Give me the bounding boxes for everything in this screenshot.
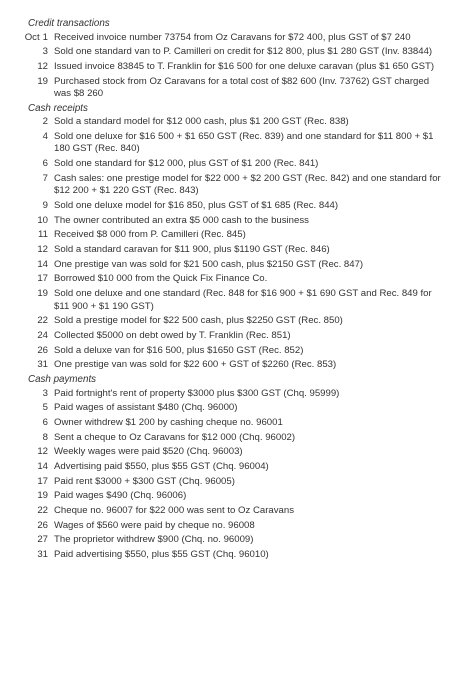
entry-date xyxy=(0,200,54,213)
transaction-entry xyxy=(0,131,453,156)
entry-text: Sold a standard caravan for $11 900, plus $1190 GST (Rec. 846) xyxy=(54,244,330,256)
transaction-entry xyxy=(0,32,453,45)
entry-date xyxy=(0,173,54,186)
entry-text: Paid advertising $550, plus $55 GST (Chq. 96010) xyxy=(54,549,269,561)
entry-text: Sold a standard model for $12 000 cash, plus $1 200 GST (Rec. 838) xyxy=(54,116,349,128)
entry-day: 17 xyxy=(37,475,48,487)
entry-text: Issued invoice 83845 to T. Franklin for $16 500 for one deluxe caravan (plus $1 650 GST) xyxy=(54,60,435,72)
entry-day: 10 xyxy=(37,214,48,226)
section-credit-transactions xyxy=(0,18,453,101)
entry-date xyxy=(0,432,54,445)
entry-date xyxy=(0,345,54,358)
entry-day: 22 xyxy=(37,505,48,517)
entry-date xyxy=(0,534,54,547)
entry-date xyxy=(0,359,54,372)
entry-date xyxy=(0,288,54,301)
entry-day: 12 xyxy=(37,446,48,458)
transaction-entry xyxy=(0,46,453,59)
entry-text: Received $8 000 from P. Camilleri (Rec. 845) xyxy=(54,229,246,241)
transaction-entry xyxy=(0,76,453,101)
entry-day: 5 xyxy=(42,402,48,414)
transaction-entry xyxy=(0,417,453,430)
entry-date xyxy=(0,476,54,489)
transaction-entry xyxy=(0,215,453,228)
transaction-entry xyxy=(0,520,453,533)
transaction-entry xyxy=(0,61,453,74)
entry-text: The proprietor withdrew $900 (Chq. no. 96009) xyxy=(54,534,254,546)
transaction-entry xyxy=(0,288,453,313)
entry-day: 6 xyxy=(42,416,48,428)
section-title: Cash payments xyxy=(28,374,97,386)
transaction-entry xyxy=(0,345,453,358)
entry-day: 26 xyxy=(37,344,48,356)
entry-day: 19 xyxy=(37,490,48,502)
transaction-entry xyxy=(0,259,453,272)
entry-date xyxy=(0,259,54,272)
entry-text: Owner withdrew $1 200 by cashing cheque no. 96001 xyxy=(54,416,283,428)
entry-date xyxy=(0,32,54,45)
entry-text: Sold one standard for $12 000, plus GST of $1 200 (Rec. 841) xyxy=(54,158,319,170)
transaction-entry xyxy=(0,490,453,503)
entry-day: 7 xyxy=(42,172,48,184)
entry-day: 17 xyxy=(37,273,48,285)
entry-text: Borrowed $10 000 from the Quick Fix Finance Co. xyxy=(54,273,268,285)
transaction-entry xyxy=(0,402,453,415)
transaction-entry xyxy=(0,359,453,372)
entry-date xyxy=(0,76,54,89)
transaction-entry xyxy=(0,549,453,562)
transaction-entry xyxy=(0,273,453,286)
entry-day: 22 xyxy=(37,315,48,327)
entry-text: Purchased stock from Oz Caravans for a total cost of $82 600 (Inv. 73762) GST charged was $8 260 xyxy=(54,75,430,100)
entry-date xyxy=(0,131,54,144)
entry-day: 19 xyxy=(37,75,48,87)
entry-date xyxy=(0,229,54,242)
transaction-entry xyxy=(0,116,453,129)
entry-text: Sold one deluxe and one standard (Rec. 848 for $16 900 + $1 690 GST and Rec. 849 for $11 900 + $1 190 GST) xyxy=(54,288,432,312)
entry-day: 27 xyxy=(37,534,48,546)
transaction-entry xyxy=(0,315,453,328)
entry-text: Advertising paid $550, plus $55 GST (Chq. 96004) xyxy=(54,461,269,472)
entry-day: 26 xyxy=(37,519,48,531)
entry-text: Sold a prestige model for $22 500 cash, plus $2250 GST (Rec. 850) xyxy=(54,315,343,327)
entry-date xyxy=(0,215,54,228)
entry-date xyxy=(0,417,54,430)
entry-day: 14 xyxy=(37,258,48,270)
entry-date xyxy=(0,61,54,74)
entry-day: 11 xyxy=(38,229,48,241)
entry-text: Sold a deluxe van for $16 500, plus $1650 GST (Rec. 852) xyxy=(54,344,304,356)
entry-date xyxy=(0,388,54,401)
section-cash-payments xyxy=(0,374,453,562)
entry-text: Sent a cheque to Oz Caravans for $12 000 (Chq. 96002) xyxy=(54,431,296,443)
section-title: Cash receipts xyxy=(28,102,88,114)
entry-day: 19 xyxy=(37,288,48,300)
entry-date xyxy=(0,330,54,343)
entry-day: 4 xyxy=(42,130,48,142)
entry-text: Paid wages of assistant $480 (Chq. 96000) xyxy=(54,402,238,414)
entry-text: Wages of $560 were paid by cheque no. 96008 xyxy=(54,519,255,531)
entry-text: Received invoice number 73754 from Oz Caravans for $72 400, plus GST of $7 240 xyxy=(54,31,411,43)
entry-day: 9 xyxy=(42,200,48,211)
entry-day: 3 xyxy=(42,46,48,58)
entry-text: Cash sales: one prestige model for $22 000 + $2 200 GST (Rec. 842) and one standard for $12 200 + $1 220 GST (Rec. 843) xyxy=(54,172,441,197)
entry-date xyxy=(0,244,54,257)
entry-day: 24 xyxy=(37,330,48,341)
entry-date xyxy=(0,402,54,415)
entry-date xyxy=(0,46,54,59)
entry-text: Paid fortnight's rent of property $3000 plus $300 GST (Chq. 95999) xyxy=(54,387,340,399)
transaction-entry xyxy=(0,505,453,518)
entry-text: One prestige van was sold for $22 600 + GST of $2260 (Rec. 853) xyxy=(54,359,337,371)
entry-text: Sold one deluxe model for $16 850, plus GST of $1 685 (Rec. 844) xyxy=(54,200,339,211)
entry-text: Cheque no. 96007 for $22 000 was sent to Oz Caravans xyxy=(54,505,294,517)
transaction-entry xyxy=(0,446,453,459)
entry-text: Collected $5000 on debt owed by T. Franklin (Rec. 851) xyxy=(54,330,291,341)
transaction-entry xyxy=(0,244,453,257)
transaction-entry xyxy=(0,229,453,242)
entry-text: The owner contributed an extra $5 000 cash to the business xyxy=(54,214,309,226)
transaction-entry xyxy=(0,158,453,171)
transaction-entry xyxy=(0,330,453,343)
entry-date xyxy=(0,315,54,328)
entry-day: 31 xyxy=(37,359,48,371)
transaction-entry xyxy=(0,461,453,474)
entry-date xyxy=(0,446,54,459)
entry-day: 14 xyxy=(37,461,48,472)
entry-text: Paid wages $490 (Chq. 96006) xyxy=(54,490,187,502)
entry-month: Oct xyxy=(24,31,40,43)
entry-date xyxy=(0,461,54,474)
transaction-entry xyxy=(0,476,453,489)
transaction-entry xyxy=(0,173,453,198)
entry-day: 6 xyxy=(42,158,48,170)
transaction-entry xyxy=(0,200,453,213)
section-cash-receipts xyxy=(0,103,453,372)
entry-date xyxy=(0,158,54,171)
entry-day: 2 xyxy=(42,116,48,128)
entry-date xyxy=(0,490,54,503)
entry-text: Paid rent $3000 + $300 GST (Chq. 96005) xyxy=(54,475,235,487)
transaction-entry xyxy=(0,388,453,401)
entry-day: 1 xyxy=(42,31,48,43)
entry-date xyxy=(0,520,54,533)
entry-day: 31 xyxy=(37,549,48,561)
entry-text: Sold one standard van to P. Camilleri on credit for $12 800, plus $1 280 GST (Inv. 83844) xyxy=(54,46,433,58)
transaction-entry xyxy=(0,432,453,445)
entry-date xyxy=(0,505,54,518)
entry-text: Sold one deluxe for $16 500 + $1 650 GST (Rec. 839) and one standard for $11 800 + $1 180 GST (Rec. 840) xyxy=(54,130,434,155)
entry-text: Weekly wages were paid $520 (Chq. 96003) xyxy=(54,446,243,458)
section-title: Credit transactions xyxy=(28,18,110,29)
entry-day: 12 xyxy=(37,244,48,256)
entry-day: 3 xyxy=(42,387,48,399)
entry-date xyxy=(0,116,54,129)
entry-text: One prestige van was sold for $21 500 cash, plus $2150 GST (Rec. 847) xyxy=(54,258,364,270)
entry-day: 8 xyxy=(42,431,48,443)
entry-day: 12 xyxy=(37,60,48,72)
entry-date xyxy=(0,273,54,286)
entry-date xyxy=(0,549,54,562)
transaction-entry xyxy=(0,534,453,547)
